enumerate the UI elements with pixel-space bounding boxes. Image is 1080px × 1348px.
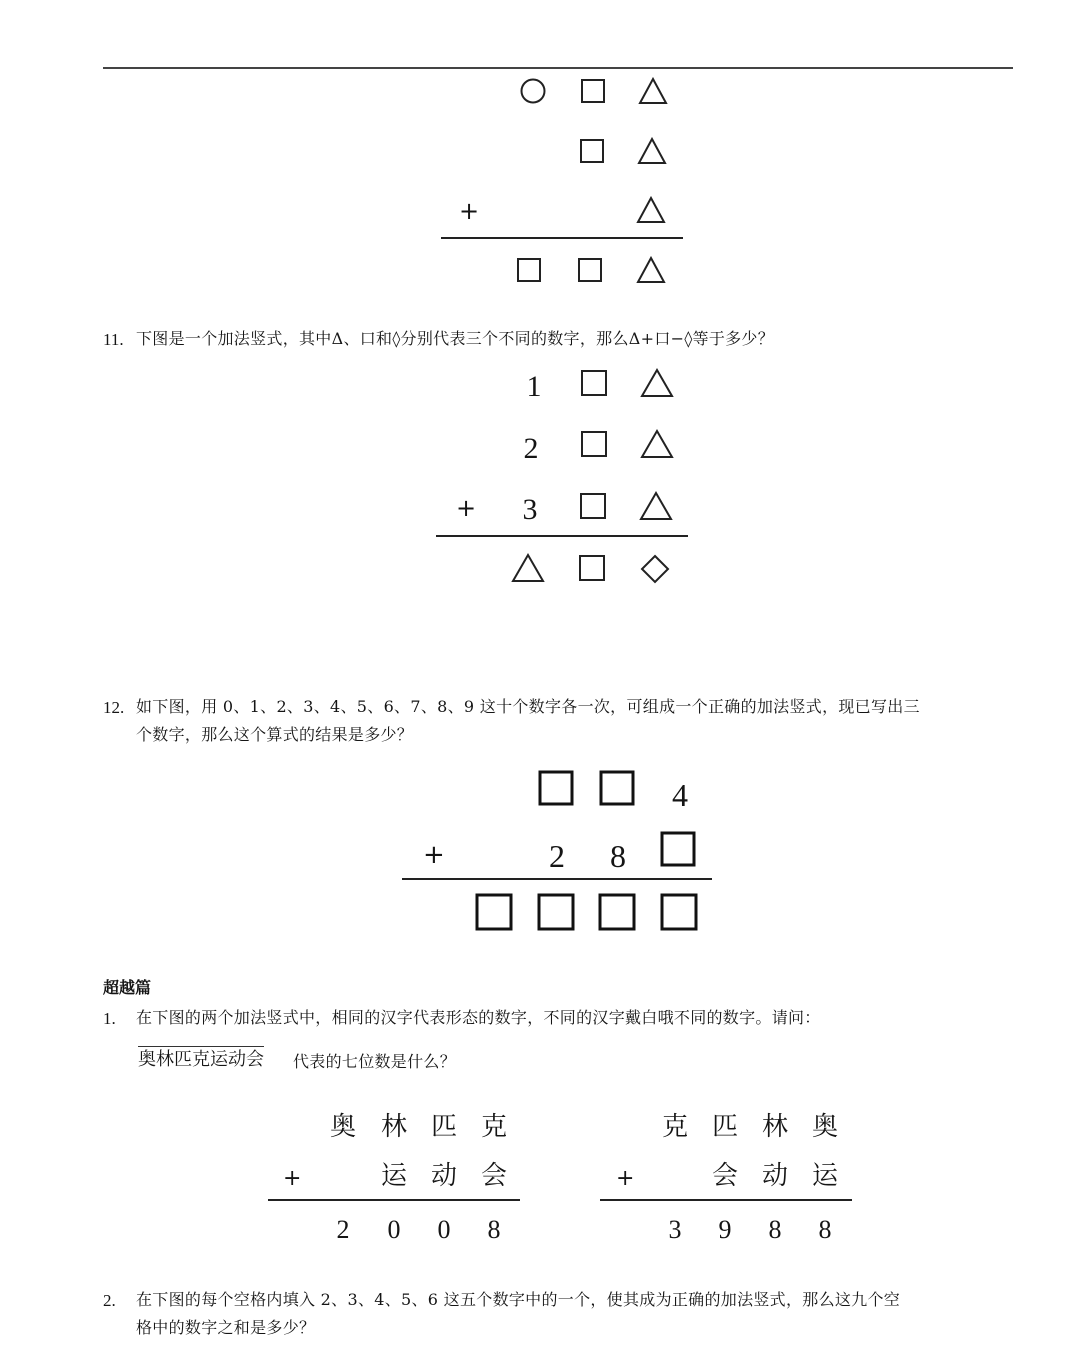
hanzi: 动: [762, 1161, 789, 1191]
plus-sign: +: [423, 840, 445, 870]
square-icon: [580, 369, 608, 397]
hanzi: 林: [381, 1112, 408, 1142]
triangle-icon: [640, 429, 674, 459]
section-title: 超越篇: [103, 978, 152, 997]
question-number: 11.: [103, 330, 124, 349]
square-icon: [580, 78, 606, 104]
digit: 3: [668, 1215, 682, 1244]
square-icon: [660, 831, 696, 867]
triangle-icon: [639, 491, 673, 521]
plus-sign: +: [456, 494, 477, 522]
digit: 0: [387, 1215, 401, 1244]
digit: 0: [437, 1215, 451, 1244]
sum-line: [441, 237, 683, 239]
digit: 2: [523, 432, 539, 465]
triangle-icon: [637, 137, 667, 165]
square-icon: [599, 770, 635, 806]
triangle-icon: [636, 196, 666, 224]
digit: 8: [610, 838, 626, 874]
digit: 8: [818, 1215, 832, 1244]
digit: 2: [549, 838, 565, 874]
hanzi: 匹: [431, 1112, 458, 1142]
square-icon: [579, 492, 607, 520]
digit: 2: [336, 1215, 350, 1244]
hanzi: 匹: [712, 1112, 739, 1142]
hanzi: 林: [762, 1112, 789, 1142]
square-icon: [580, 430, 608, 458]
digit: 4: [672, 777, 688, 813]
triangle-icon: [636, 256, 666, 284]
triangle-icon: [640, 368, 674, 398]
question-text-line1: 在下图的每个空格内填入 2、3、4、5、6 这五个数字中的一个，使其成为正确的加法竖式，那么这九个空: [136, 1290, 901, 1309]
square-icon: [660, 893, 698, 931]
square-icon: [598, 893, 636, 931]
digit: 3: [522, 493, 538, 526]
square-icon: [578, 554, 606, 582]
hanzi: 会: [712, 1161, 739, 1191]
sum-line: [436, 535, 688, 537]
square-icon: [537, 893, 575, 931]
sum-line: [600, 1199, 852, 1201]
question-number: 12.: [103, 698, 125, 717]
triangle-icon: [638, 77, 668, 105]
hanzi: 运: [381, 1161, 408, 1191]
highlighted-word: 奥林匹克运动会: [138, 1046, 264, 1069]
question-text-line1: 如下图，用 0、1、2、3、4、5、6、7、8、9 这十个数字各一次，可组成一个正确的加法竖式，现已写出三: [136, 697, 920, 716]
digit: 8: [487, 1215, 501, 1244]
diamond-icon: [640, 554, 670, 584]
sum-line: [268, 1199, 520, 1201]
plus-sign: +: [459, 197, 480, 225]
hanzi: 奥: [812, 1112, 839, 1142]
question-text-2: 代表的七位数是什么？: [293, 1052, 457, 1071]
circle-icon: [519, 77, 547, 105]
square-icon: [475, 893, 513, 931]
question-text-line2: 格中的数字之和是多少？: [136, 1318, 316, 1337]
square-icon: [579, 138, 605, 164]
digit: 9: [718, 1215, 732, 1244]
question-text: 在下图的两个加法竖式中，相同的汉字代表形态的数字，不同的汉字戴白哦不同的数字。请问：: [136, 1008, 821, 1027]
hanzi: 奥: [330, 1112, 357, 1142]
question-text-line2: 个数字，那么这个算式的结果是多少？: [136, 725, 414, 744]
hanzi: 会: [481, 1161, 508, 1191]
question-number: 1.: [103, 1009, 116, 1028]
square-icon: [516, 257, 542, 283]
hanzi: 克: [481, 1112, 508, 1142]
plus-sign: +: [283, 1166, 302, 1191]
sum-line: [402, 878, 712, 880]
hanzi: 动: [431, 1161, 458, 1191]
plus-sign: +: [616, 1166, 635, 1191]
hanzi: 克: [662, 1112, 689, 1142]
hanzi: 运: [812, 1161, 839, 1191]
question-text: 下图是一个加法竖式，其中Δ、口和◊分别代表三个不同的数字，那么Δ+口−◊等于多少？: [136, 329, 775, 348]
square-icon: [538, 770, 574, 806]
digit: 8: [768, 1215, 782, 1244]
digit: 1: [526, 370, 542, 403]
question-number: 2.: [103, 1291, 116, 1310]
triangle-icon: [511, 553, 545, 583]
square-icon: [577, 257, 603, 283]
page-top-rule: [103, 67, 1013, 69]
